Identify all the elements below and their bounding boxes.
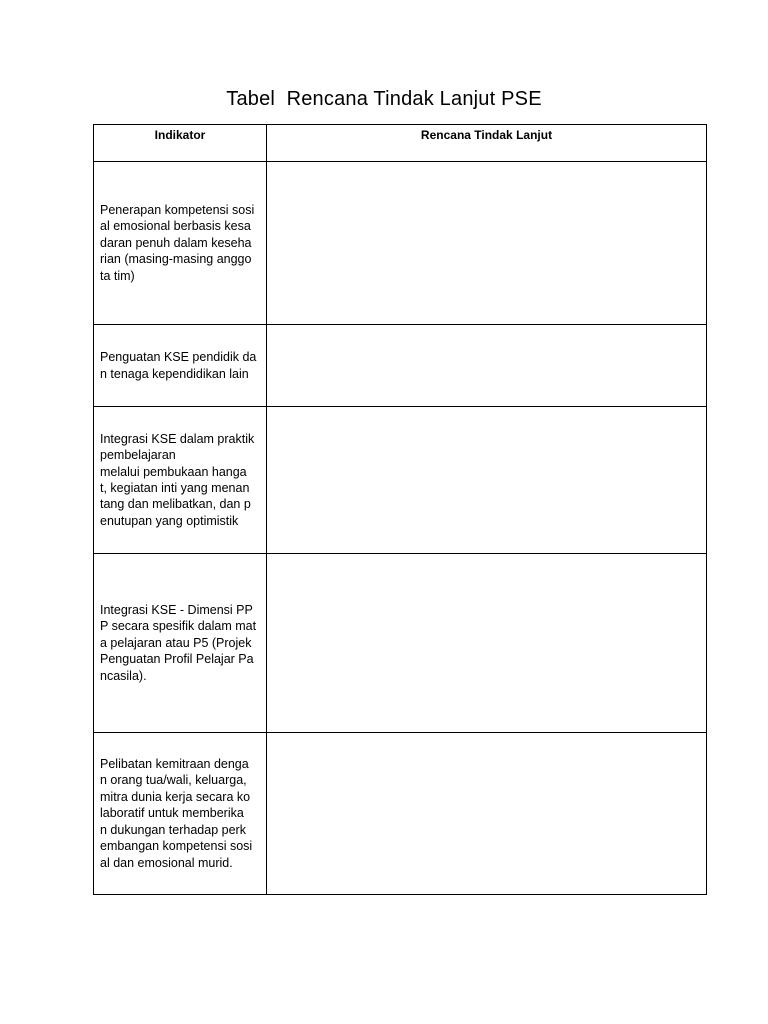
indikator-cell: Integrasi KSE dalam praktik pembelajaran melalui pembukaan hanga t, kegiatan inti yang menan tang dan melibatkan, dan p enutupan yang optimistik bbox=[94, 407, 267, 554]
indikator-cell: Penguatan KSE pendidik da n tenaga kependidikan lain bbox=[94, 325, 267, 407]
rencana-cell[interactable] bbox=[267, 162, 707, 325]
rencana-cell[interactable] bbox=[267, 407, 707, 554]
page-title: Tabel Rencana Tindak Lanjut PSE bbox=[226, 88, 542, 110]
table-row bbox=[94, 733, 707, 895]
rencana-cell[interactable] bbox=[267, 554, 707, 733]
header-indikator: Indikator bbox=[94, 125, 267, 162]
rencana-cell[interactable] bbox=[267, 733, 707, 895]
table-row bbox=[94, 407, 707, 554]
indikator-cell: Integrasi KSE - Dimensi PP P secara spesifik dalam mat a pelajaran atau P5 (Projek Penguatan Profil Pelajar Pa ncasila). bbox=[94, 554, 267, 733]
table-row bbox=[94, 554, 707, 733]
rencana-cell[interactable] bbox=[267, 325, 707, 407]
table-row bbox=[94, 162, 707, 325]
table-header-row bbox=[94, 125, 707, 162]
indikator-cell: Pelibatan kemitraan denga n orang tua/wali, keluarga, mitra dunia kerja secara ko laboratif untuk memberika n dukungan terhadap perk embangan kompetensi sosi al dan emosional murid. bbox=[94, 733, 267, 895]
table-row bbox=[94, 325, 707, 407]
indikator-cell: Penerapan kompetensi sosi al emosional berbasis kesa daran penuh dalam keseha rian (masing-masing anggo ta tim) bbox=[94, 162, 267, 325]
rencana-tindak-lanjut-table bbox=[93, 124, 707, 895]
header-rencana-tindak-lanjut: Rencana Tindak Lanjut bbox=[267, 125, 707, 162]
